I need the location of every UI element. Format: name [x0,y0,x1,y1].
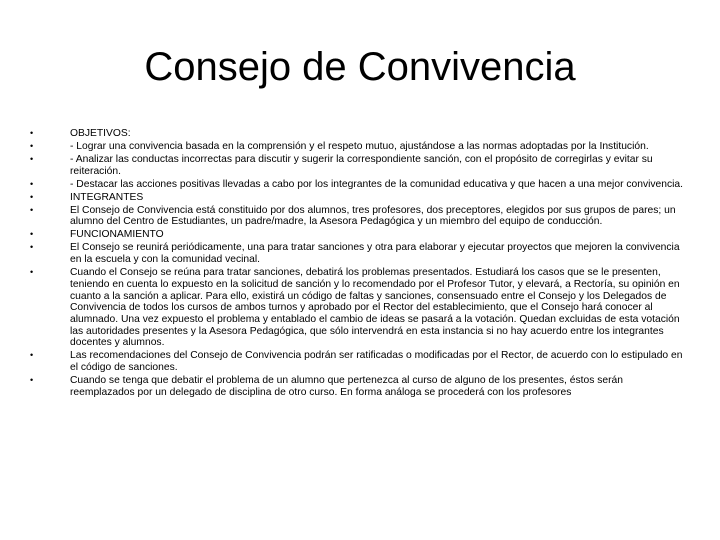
list-item-text: Cuando se tenga que debatir el problema de un alumno que pertenezca al curso de alguno de los presentes, éstos serán reemplazados por un delegado de disciplina de otro curso. En forma análoga se procederá con los profesores [70,375,623,398]
bullet-icon: • [30,191,34,202]
list-item [26,375,686,398]
bullet-list [26,128,686,400]
list-item [26,141,686,153]
slide-title: Consejo de Convivencia [144,45,576,89]
bullet-icon: • [30,375,34,386]
bullet-icon: • [30,204,34,215]
list-item [26,205,686,228]
bullet-icon: • [30,154,34,164]
list-item-text: INTEGRANTES [70,191,144,203]
list-item [26,267,686,349]
list-item [26,154,686,177]
bullet-icon: • [30,267,34,278]
list-item [26,192,686,204]
bullet-icon: • [30,242,34,253]
list-item-text: Las recomendaciones del Consejo de Convivencia podrán ser ratificadas o modificadas por el Rector, de acuerdo con lo estipulado en el código de sanciones. [70,350,683,374]
bullet-icon: • [30,229,34,240]
list-item [26,229,686,241]
bullet-icon: • [30,141,34,151]
list-item-text: El Consejo se reunirá periódicamente, una para tratar sanciones y otra para elaborar y ejecutar proyectos que mejoren la convivencia en la escuela y con la comunidad vecinal. [70,242,680,266]
bullet-icon: • [30,128,34,138]
bullet-icon: • [30,178,34,189]
list-item [26,179,686,191]
bullet-icon: • [30,350,34,361]
list-item [26,128,686,140]
list-item-text: Cuando el Consejo se reúna para tratar sanciones, debatirá los problemas presentados. Estudiará los casos que se le presenten, teniendo en cuenta lo expuesto en la solicitud de sanción y lo recomendado por el Profesor Tutor, y elevará, a Rectoría, su opinión en cuanto a la sanción a aplicar. Para ello, existirá un código de faltas y sanciones, consensuado entre el Consejo y los Delegados de Convivencia de todos los cursos de ambos turnos y aprobado por el Rector del establecimiento, que el Consejo hará conocer al alumnado. Una vez expuesto el problema y entablado el cambio de ideas se pasará a la votación. Quedan excluidas de esta votación las autoridades presentes y la Asesora Pedagógica, que sólo intervendrá en esta instancia si no hay acuerdo entre los integrantes docentes y alumnos. [70,267,680,349]
list-item-text: - Analizar las conductas incorrectas para discutir y sugerir la correspondiente sanción, con el propósito de corregirlas y evitar su reiteración. [70,154,653,177]
list-item [26,242,686,265]
list-item-text: - Destacar las acciones positivas llevadas a cabo por los integrantes de la comunidad educativa y que hacen a una mejor convivencia. [70,178,684,190]
list-item-text: FUNCIONAMIENTO [70,229,164,241]
list-item [26,350,686,373]
list-item-text: - Lograr una convivencia basada en la comprensión y el respeto mutuo, ajustándose a las normas adoptadas por la Institución. [70,141,649,152]
list-item-text: El Consejo de Convivencia está constituido por dos alumnos, tres profesores, dos preceptores, elegidos por sus grupos de pares; un alumno del Centro de Estudiantes, un padre/madre, la Asesora Pedagógica y un miembro del equipo de conducción. [70,204,676,228]
list-item-text: OBJETIVOS: [70,128,131,139]
